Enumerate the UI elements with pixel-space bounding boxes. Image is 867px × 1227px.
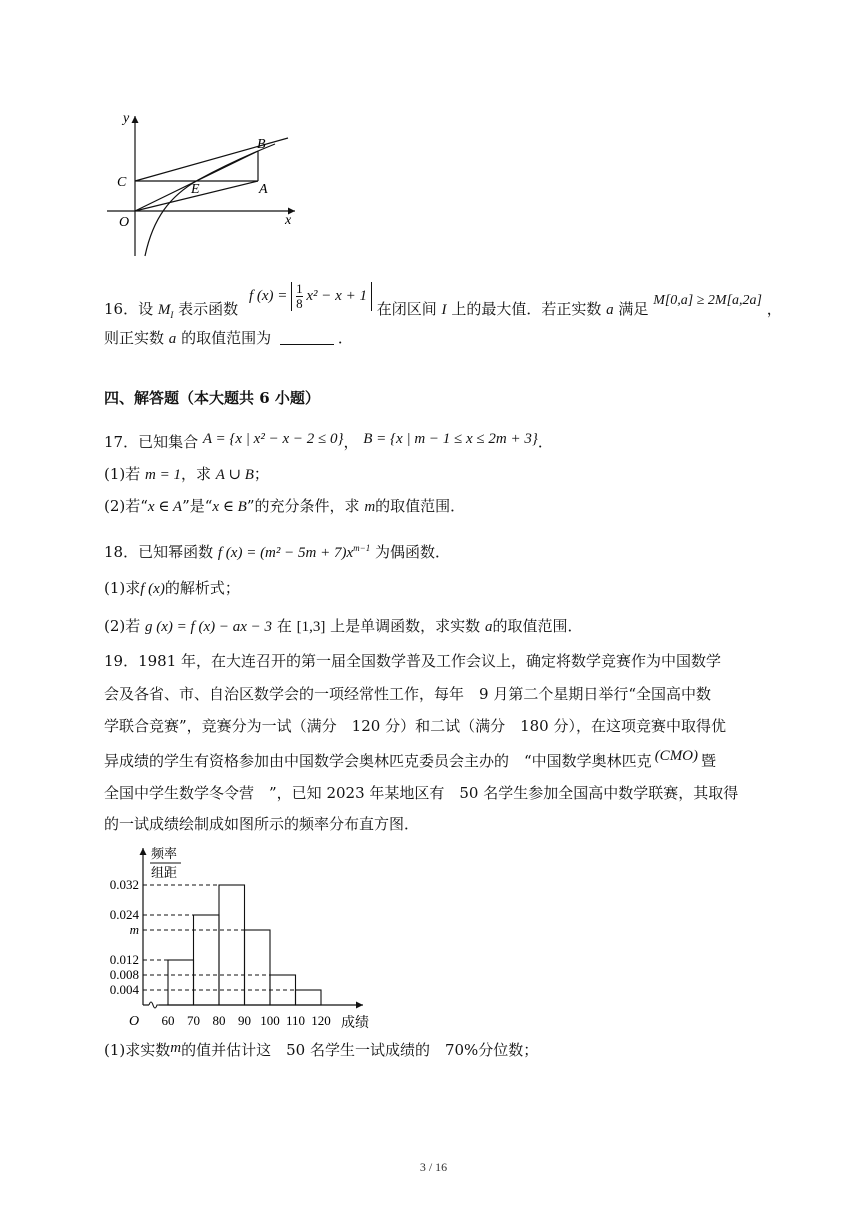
hist-origin-label: O (129, 1014, 140, 1029)
q16-var-a: a (606, 301, 614, 318)
q19-part1: (1)求实数m的值并估计这 50 名学生一试成绩的 70%分位数； (104, 1040, 539, 1059)
q16-text: 的取值范围为 (181, 329, 272, 347)
q19-line1: 19．1981 年，在大连召开的第一届全国数学普及工作会议上，确定将数学竞赛作为中国数学 (104, 652, 722, 670)
hist-bar (219, 885, 245, 1005)
geo-label-o: O (119, 215, 130, 230)
geo-label-b: B (257, 137, 266, 152)
q16-var-a2: a (168, 331, 177, 347)
q18-function: f $(x) = (m^2 - 5m + 7)x^{m-1}$ (217, 543, 371, 561)
hist-x-tick-label: 80 (212, 1013, 226, 1028)
hist-y-tick-label: 0.004 (109, 982, 139, 997)
q19-line4: 异成绩的学生有资格参加由中国数学会奥林匹克委员会主办的 “中国数学奥林匹克 (CMO) 暨 (104, 748, 717, 770)
hist-y-tick-label: 0.012 (109, 952, 139, 967)
hist-bar (168, 960, 194, 1005)
q19-line3: 学联合竞赛”，竞赛分为一试（满分 120 分）和二试（满分 180 分），在这项竞赛中取得优 (104, 717, 726, 735)
q19-line6: 的一试成绩绘制成如图所示的频率分布直方图． (104, 815, 420, 833)
hist-y-tick-label: m (129, 922, 139, 937)
q18-part1: (1)求f (x)的解析式； (104, 579, 240, 597)
frequency-histogram (95, 840, 385, 1040)
q16-text: 16．设 (104, 299, 154, 318)
geo-label-y: y (123, 111, 130, 126)
q16-answer-blank[interactable] (280, 330, 334, 345)
section4-title: 四、解答题（本大题共 6 小题） (104, 389, 320, 407)
q16-line1 (104, 281, 782, 325)
q16-text: 满足 (618, 299, 649, 318)
hist-x-tick-label: 100 (260, 1013, 280, 1028)
page-number: 3 / 16 (419, 1160, 448, 1174)
q17-part1: (1)若 m = 1，求 A ∪ B； (104, 465, 269, 483)
hist-y-tick-label: 0.032 (109, 877, 139, 892)
hist-axis-break (149, 1002, 159, 1008)
geo-label-a: A (259, 182, 268, 197)
q19-line5: 全国中学生数学冬令营 ”，已知 2023 年某地区有 50 名学生参加全国高中数学联赛，其取得 (104, 784, 739, 802)
q16-text: ， (766, 299, 782, 318)
q17-set-a: A = {x | x² − x − 2 ≤ 0} (202, 431, 344, 447)
q16-text: 在闭区间 (376, 299, 437, 318)
q16-text: 则正实数 (104, 329, 165, 347)
geo-log-curve (145, 144, 275, 256)
geo-label-x: x (285, 213, 292, 228)
q16-condition: M[0,a] ≥ 2M[a,2a] (653, 292, 762, 308)
hist-x-tick-label: 60 (161, 1013, 175, 1028)
hist-bar (296, 990, 322, 1005)
hist-y-tick-label: 0.024 (109, 907, 139, 922)
geometry-figure (95, 108, 310, 260)
hist-bar (245, 930, 271, 1005)
hist-bar (194, 915, 220, 1005)
q19-line2: 会及各省、市、自治区数学会的一项经常性工作，每年 9 月第二个星期日举行“全国高中数 (104, 685, 711, 703)
hist-x-label: 成绩 (341, 1016, 369, 1031)
hist-y-tick-label: 0.008 (109, 967, 139, 982)
q16-line2 (104, 328, 353, 349)
hist-x-tick-label: 90 (238, 1013, 251, 1028)
geo-label-e: E (191, 182, 200, 197)
q16-m-i: $M_I$ (157, 301, 174, 320)
hist-y-label-bottom: 组距 (151, 865, 178, 880)
q17-part2: (2)若“x ∈ A”是“x ∈ B”的充分条件，求 m的取值范围． (104, 497, 466, 515)
hist-x-tick-label: 120 (311, 1013, 331, 1028)
hist-x-tick-label: 110 (285, 1013, 306, 1028)
q16-text: 上的最大值．若正实数 (451, 299, 602, 318)
hist-y-label-top: 频率 (151, 846, 178, 861)
q16-text: ． (337, 329, 353, 347)
q16-interval: I (441, 301, 447, 318)
q16-text: 表示函数 (178, 299, 239, 318)
geo-label-c: C (117, 175, 127, 190)
q17-set-b: B = {x | m − 1 ≤ x ≤ 2m + 3} (363, 431, 538, 447)
q18-part2: (2)若 g (x) = f (x) − ax − 3 在 [1,3] 上是单调函数，求实数 a的取值范围． (104, 617, 583, 635)
q16-function: f (x) = $\frac{1}{8}$ x² − x + 1 (249, 282, 372, 311)
q18-stem: 18．已知幂函数 f $(x) = (m^2 - 5m + 7)x^{m-1}$ 为偶函数． (104, 543, 450, 561)
hist-x-tick-label: 70 (187, 1013, 200, 1028)
q17-stem: 17．已知集合 A = {x | x² − x − 2 ≤ 0}， B = {x | m − 1 ≤ x ≤ 2m + 3}． (104, 431, 553, 451)
